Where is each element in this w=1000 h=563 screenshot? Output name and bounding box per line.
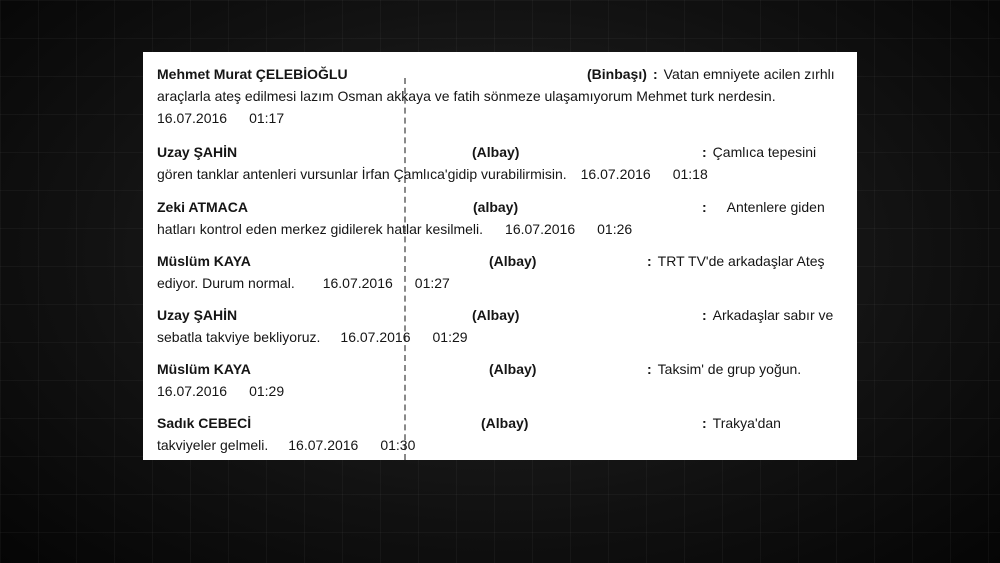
message-time: 01:26	[597, 221, 633, 237]
entry-header	[157, 197, 847, 217]
colon-separator: :	[653, 66, 658, 82]
sender-rank: (Binbaşı)	[587, 66, 647, 82]
message-continuation	[157, 219, 632, 239]
message-continuation	[157, 327, 468, 347]
sender-rank: (Albay)	[481, 415, 529, 431]
colon-separator: :	[647, 253, 652, 269]
message-text: Vatan emniyete acilen zırhlı	[663, 66, 835, 82]
message-entry	[157, 251, 847, 301]
message-text: Çamlıca tepesini	[712, 144, 817, 160]
message-entry	[157, 197, 847, 247]
entry-header	[157, 359, 847, 379]
message-entry	[157, 359, 847, 409]
entry-header	[157, 413, 847, 433]
message-text: hatları kontrol eden merkez gidilerek hatlar kesilmeli.	[157, 221, 484, 237]
colon-separator: :	[702, 415, 707, 431]
colon-separator: :	[647, 361, 652, 377]
message-text: takviyeler gelmeli.	[157, 437, 269, 453]
message-date: 16.07.2016	[157, 383, 228, 399]
sender-name: Müslüm KAYA	[157, 361, 251, 377]
message-start	[647, 251, 825, 271]
sender-name: Zeki ATMACA	[157, 199, 248, 215]
sender-name: Uzay ŞAHİN	[157, 144, 238, 160]
timestamp	[157, 381, 284, 401]
entry-header	[157, 251, 847, 271]
timestamp	[288, 435, 415, 455]
message-entry	[157, 142, 847, 192]
sender-name: Sadık CEBECİ	[157, 415, 252, 431]
sender-rank: (Albay)	[472, 144, 520, 160]
message-time: 01:29	[432, 329, 468, 345]
message-text: Trakya'dan	[712, 415, 781, 431]
message-entry	[157, 413, 847, 463]
message-time: 01:29	[249, 383, 285, 399]
message-text: ediyor. Durum normal.	[157, 275, 295, 291]
message-date: 16.07.2016	[580, 166, 651, 182]
message-time: 01:27	[414, 275, 450, 291]
message-date: 16.07.2016	[340, 329, 411, 345]
message-entry	[157, 64, 847, 128]
message-continuation	[157, 164, 708, 184]
message-text: Arkadaşlar sabır ve	[712, 307, 834, 323]
sender-name: Müslüm KAYA	[157, 253, 251, 269]
message-continuation	[157, 273, 450, 293]
message-start	[702, 142, 816, 162]
message-start	[653, 64, 835, 84]
message-text: TRT TV'de arkadaşlar Ateş	[657, 253, 825, 269]
message-start	[702, 305, 833, 325]
message-date: 16.07.2016	[288, 437, 359, 453]
entry-header	[157, 64, 847, 84]
sender-name: Mehmet Murat ÇELEBİOĞLU	[157, 66, 348, 82]
message-start	[702, 197, 825, 217]
colon-separator: :	[702, 307, 707, 323]
timestamp	[340, 327, 467, 347]
sender-name: Uzay ŞAHİN	[157, 307, 238, 323]
sender-rank: (albay)	[473, 199, 519, 215]
colon-separator: :	[702, 199, 707, 215]
sender-rank: (Albay)	[489, 361, 537, 377]
message-date: 16.07.2016	[505, 221, 576, 237]
message-text: sebatla takviye bekliyoruz.	[157, 329, 321, 345]
sender-rank: (Albay)	[472, 307, 520, 323]
message-text: Taksim' de grup yoğun.	[657, 361, 802, 377]
timestamp	[581, 164, 708, 184]
message-start	[702, 413, 781, 433]
message-date: 16.07.2016	[322, 275, 393, 291]
timestamp	[505, 219, 632, 239]
message-start	[647, 359, 801, 379]
document-page	[143, 52, 857, 460]
message-entry	[157, 305, 847, 355]
sender-rank: (Albay)	[489, 253, 537, 269]
message-continuation	[157, 435, 415, 455]
entry-header	[157, 142, 847, 162]
message-text: Antenlere giden	[726, 199, 825, 215]
timestamp	[323, 273, 450, 293]
message-time: 01:17	[249, 110, 285, 126]
message-time: 01:30	[380, 437, 416, 453]
timestamp	[157, 108, 284, 128]
message-text: gören tanklar antenleri vursunlar İrfan Çamlıca'gidip vurabilirmisin.	[157, 166, 567, 182]
message-date: 16.07.2016	[157, 110, 228, 126]
message-time: 01:18	[672, 166, 708, 182]
colon-separator: :	[702, 144, 707, 160]
entry-header	[157, 305, 847, 325]
message-continuation: araçlarla ateş edilmesi lazım Osman akkaya ve fatih sönmeze ulaşamıyorum Mehmet turk nerdesin.	[157, 88, 776, 104]
